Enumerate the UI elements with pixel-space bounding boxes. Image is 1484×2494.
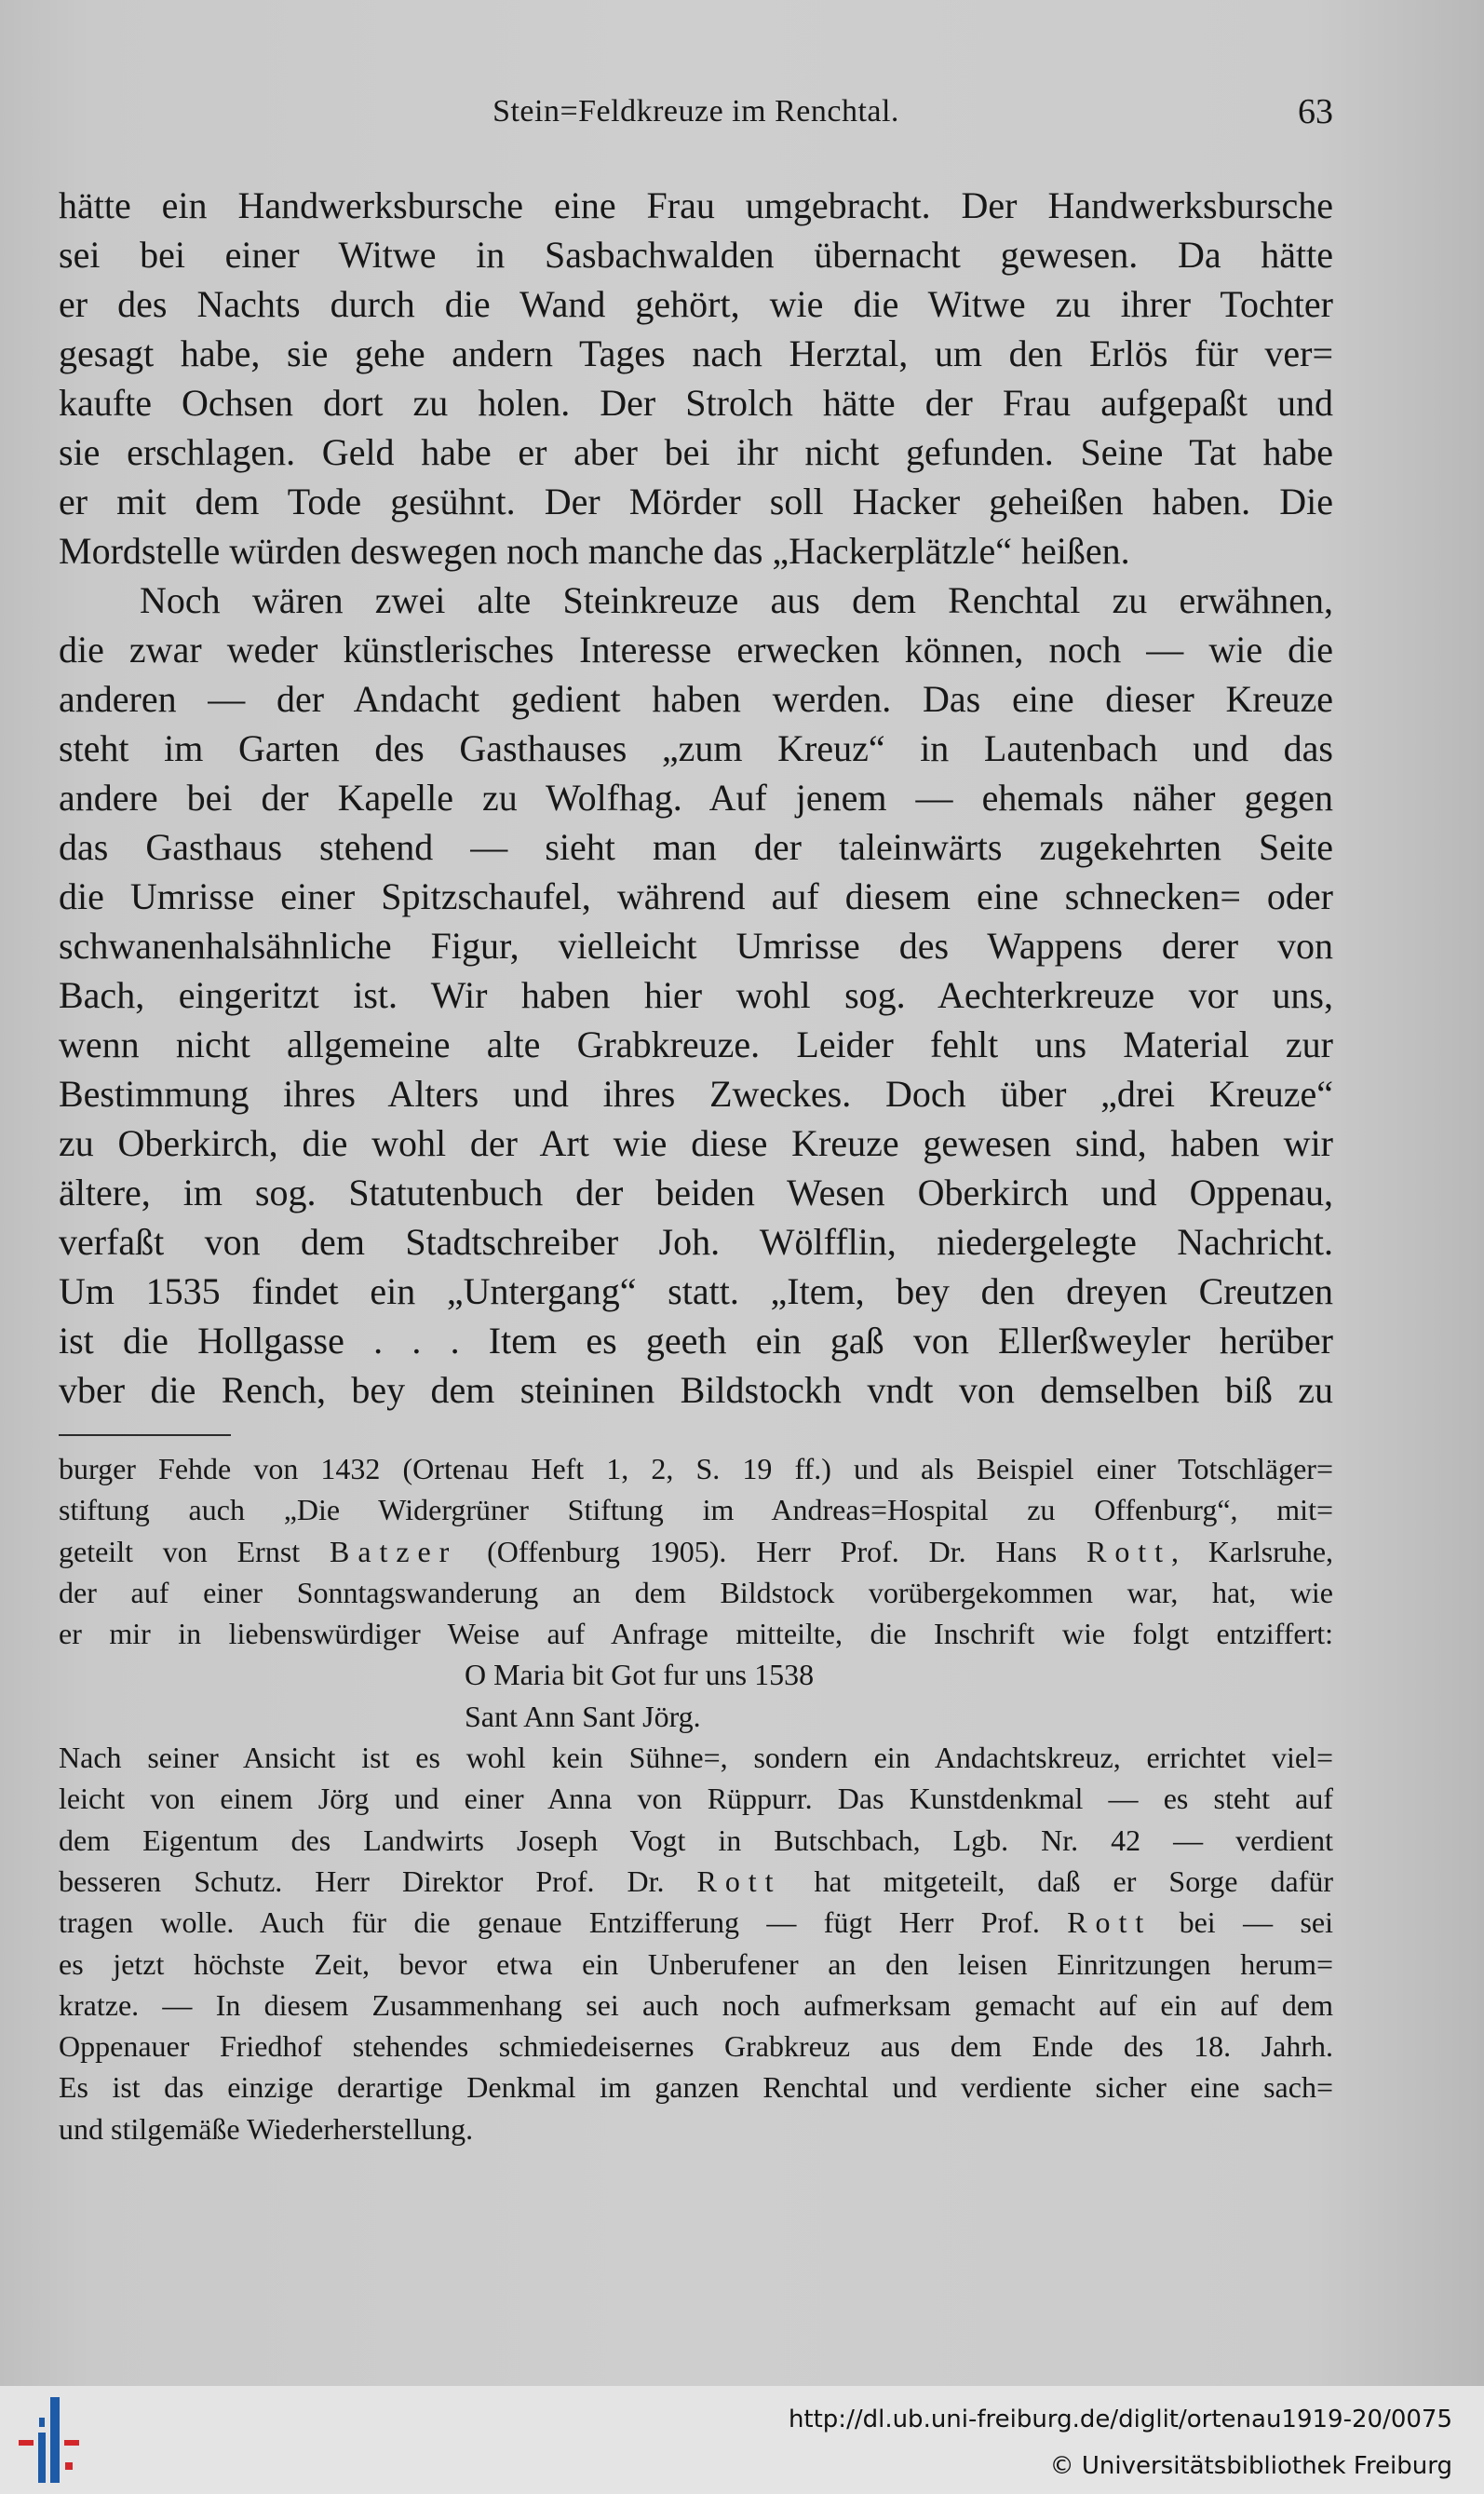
text-line: gesagt habe, sie gehe andern Tages nach Herztal, um den Erlös für ver= bbox=[59, 332, 1333, 374]
text-line: ältere, im sog. Statutenbuch der beiden Wesen Oberkirch und Oppenau, bbox=[59, 1172, 1333, 1213]
footnote-rule bbox=[59, 1434, 231, 1436]
footnote-line: kratze. — In diesem Zusammenhang sei auch noch aufmerksam gemacht auf ein auf dem bbox=[59, 1987, 1333, 2022]
text-line: Um 1535 findet ein „Untergang“ statt. „Item, bey den dreyen Creutzen bbox=[59, 1270, 1333, 1312]
footnote-line: Es ist das einzige derartige Denkmal im ganzen Renchtal und verdiente sicher eine sach= bbox=[59, 2070, 1333, 2105]
logo-bar bbox=[50, 2397, 60, 2483]
footnote-line: dem Eigentum des Landwirts Joseph Vogt in Butschbach, Lgb. Nr. 42 — verdient bbox=[59, 1823, 1333, 1857]
source-url: http://dl.ub.uni-freiburg.de/diglit/ortenau1919-20/0075 bbox=[788, 2406, 1452, 2433]
spaced-name: Rott bbox=[1067, 1905, 1153, 1940]
footnote-line: er mir in liebenswürdiger Weise auf Anfrage mitteilte, die Inschrift wie folgt entziffert: bbox=[59, 1617, 1333, 1651]
copyright-notice: © Universitätsbibliothek Freiburg bbox=[1049, 2452, 1452, 2480]
text-line: vber die Rench, bey dem steininen Bildstockh vndt von demselben biß zu bbox=[59, 1369, 1333, 1411]
inscription-line: O Maria bit Got fur uns 1538 bbox=[465, 1658, 815, 1692]
logo-bar bbox=[64, 2440, 79, 2446]
footnote-text: bei — sei bbox=[1152, 1905, 1333, 1940]
running-title: Stein=Feldkreuze im Renchtal. bbox=[492, 94, 899, 129]
footnotes bbox=[59, 1448, 1333, 2149]
text-line: ist die Hollgasse . . . Item es geeth ein gaß von Ellerßweyler herüber bbox=[59, 1320, 1333, 1362]
text-line: die zwar weder künstlerisches Interesse erwecken können, noch — wie die bbox=[59, 629, 1333, 671]
footer-bar bbox=[0, 2386, 1484, 2494]
footnote-line bbox=[59, 1861, 1333, 1902]
footnote-text: hat mitgeteilt, daß er Sorge dafür bbox=[781, 1864, 1333, 1898]
text-line: Bestimmung ihres Alters und ihres Zweckes. Doch über „drei Kreuze“ bbox=[59, 1073, 1333, 1115]
footnote-line: und stilgemäße Wiederherstellung. bbox=[59, 2111, 474, 2146]
spaced-name: Rott bbox=[1086, 1534, 1172, 1568]
footnote-text: (Offenburg 1905). Herr Prof. Dr. Hans bbox=[457, 1534, 1087, 1568]
text-line: steht im Garten des Gasthauses „zum Kreuz“ in Lautenbach und das bbox=[59, 727, 1333, 769]
text-line: Bach, eingeritzt ist. Wir haben hier wohl sog. Aechterkreuze vor uns, bbox=[59, 974, 1333, 1016]
text-line: hätte ein Handwerksbursche eine Frau umgebracht. Der Handwerksbursche bbox=[59, 184, 1333, 226]
library-logo-icon bbox=[19, 2397, 95, 2483]
text-line: verfaßt von dem Stadtschreiber Joh. Wölfflin, niedergelegte Nachricht. bbox=[59, 1221, 1333, 1263]
footnote-text: geteilt von Ernst bbox=[59, 1534, 331, 1568]
spaced-name: Batzer bbox=[330, 1534, 458, 1568]
footnote-line bbox=[59, 1531, 1333, 1572]
footnote-text: , Karlsruhe, bbox=[1171, 1534, 1333, 1568]
logo-bar bbox=[65, 2462, 73, 2470]
paragraph bbox=[59, 576, 1333, 1415]
text-line: das Gasthaus stehend — sieht man der taleinwärts zugekehrten Seite bbox=[59, 826, 1333, 868]
footnote-line: Nach seiner Ansicht ist es wohl kein Sühne=, sondern ein Andachtskreuz, errichtet viel= bbox=[59, 1741, 1333, 1775]
footnote-line: es jetzt höchste Zeit, bevor etwa ein Unberufener an den leisen Einritzungen herum= bbox=[59, 1946, 1333, 1981]
inscription-line: Sant Ann Sant Jörg. bbox=[465, 1699, 701, 1733]
spaced-name: Rott bbox=[696, 1864, 782, 1898]
footnote-text: besseren Schutz. Herr Direktor Prof. Dr. bbox=[59, 1864, 697, 1898]
footnote-line: burger Fehde von 1432 (Ortenau Heft 1, 2, S. 19 ff.) und als Beispiel einer Totschläger= bbox=[59, 1452, 1333, 1485]
page-number: 63 bbox=[1298, 92, 1333, 131]
text-line: die Umrisse einer Spitzschaufel, während auf diesem eine schnecken= oder bbox=[59, 875, 1333, 917]
text-line: schwanenhalsähnliche Figur, vielleicht Umrisse des Wappens derer von bbox=[59, 925, 1333, 967]
text-line: sie erschlagen. Geld habe er aber bei ihr nicht gefunden. Seine Tat habe bbox=[59, 431, 1333, 473]
footnote-line: Oppenauer Friedhof stehendes schmiedeisernes Grabkreuz aus dem Ende des 18. Jahrh. bbox=[59, 2029, 1333, 2064]
footnote-line: leicht von einem Jörg und einer Anna von Rüppurr. Das Kunstdenkmal — es steht auf bbox=[59, 1782, 1333, 1816]
logo-bar bbox=[39, 2418, 45, 2427]
footnote-text: tragen wolle. Auch für die genaue Entzifferung — fügt Herr Prof. bbox=[59, 1905, 1068, 1940]
running-header bbox=[59, 89, 1333, 134]
body-text bbox=[59, 181, 1333, 1415]
logo-bar bbox=[19, 2440, 34, 2446]
text-line: andere bei der Kapelle zu Wolfhag. Auf jenem — ehemals näher gegen bbox=[59, 777, 1333, 819]
text-line: Mordstelle würden deswegen noch manche das „Hackerplätzle“ heißen. bbox=[59, 530, 1130, 572]
footnote-line: stiftung auch „Die Widergrüner Stiftung im Andreas=Hospital zu Offenburg“, mit= bbox=[59, 1493, 1333, 1527]
paragraph bbox=[59, 181, 1333, 576]
footnote-line: der auf einer Sonntagswanderung an dem Bildstock vorübergekommen war, hat, wie bbox=[59, 1575, 1333, 1609]
text-line: zu Oberkirch, die wohl der Art wie diese Kreuze gewesen sind, haben wir bbox=[59, 1122, 1333, 1164]
text-line: er des Nachts durch die Wand gehört, wie die Witwe zu ihrer Tochter bbox=[59, 283, 1333, 325]
text-line: kaufte Ochsen dort zu holen. Der Strolch hätte der Frau aufgepaßt und bbox=[59, 382, 1333, 424]
text-line: wenn nicht allgemeine alte Grabkreuze. Leider fehlt uns Material zur bbox=[59, 1023, 1333, 1065]
footnote-line bbox=[59, 1902, 1333, 1943]
text-line: er mit dem Tode gesühnt. Der Mörder soll Hacker geheißen haben. Die bbox=[59, 481, 1333, 522]
logo-bar bbox=[38, 2433, 46, 2483]
text-line: sei bei einer Witwe in Sasbachwalden übernacht gewesen. Da hätte bbox=[59, 234, 1333, 276]
text-line: anderen — der Andacht gedient haben werden. Das eine dieser Kreuze bbox=[59, 678, 1333, 720]
text-line: Noch wären zwei alte Steinkreuze aus dem Renchtal zu erwähnen, bbox=[140, 579, 1333, 621]
